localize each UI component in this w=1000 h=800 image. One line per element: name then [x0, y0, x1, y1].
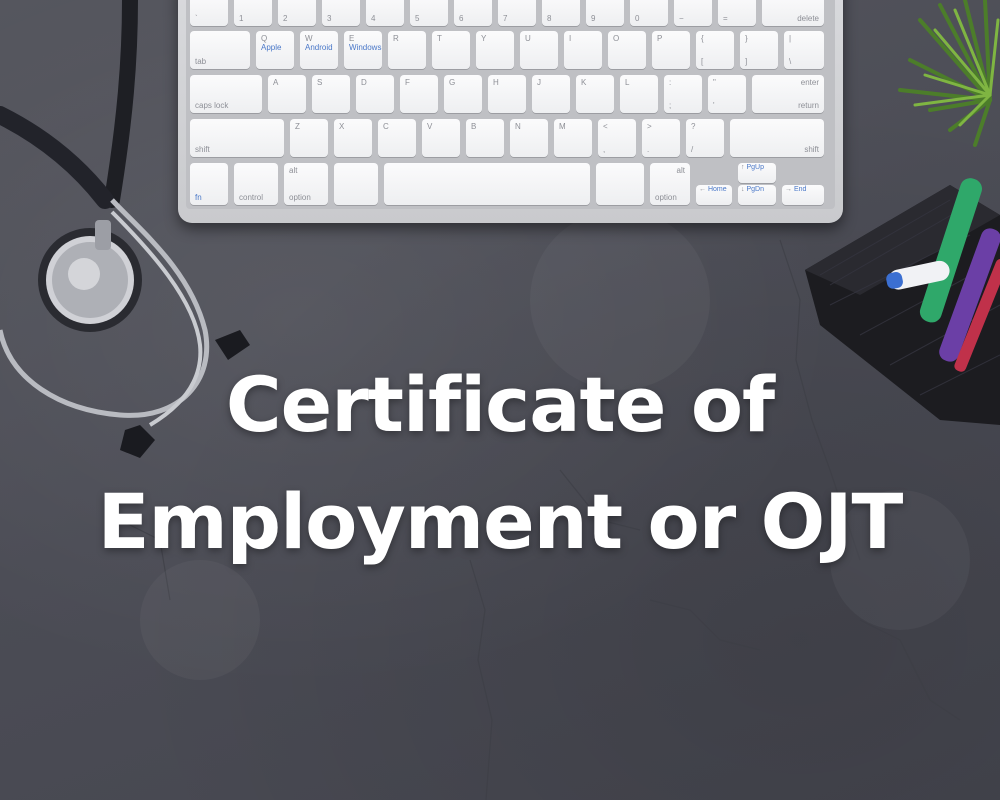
key-label: 7 [503, 14, 508, 23]
key-t [432, 31, 470, 69]
key-close-bracket [740, 31, 778, 69]
key-3 [322, 0, 360, 26]
key-minus [674, 0, 712, 26]
key-i [564, 31, 602, 69]
key-label: 9 [591, 14, 596, 23]
key-label: W [305, 34, 313, 43]
key-label: 5 [415, 14, 420, 23]
key-label: R [393, 34, 399, 43]
key-label: S [317, 78, 323, 87]
key-label: 1 [239, 14, 244, 23]
key-label: = [723, 14, 728, 23]
key-down-pgdn [738, 185, 776, 205]
key-control [234, 163, 278, 205]
key-sublabel: return [798, 101, 819, 110]
keyboard [178, 0, 843, 223]
key-k [576, 75, 614, 113]
key-label: V [427, 122, 433, 131]
key-label: D [361, 78, 367, 87]
key-b [466, 119, 504, 157]
key-j [532, 75, 570, 113]
key-l [620, 75, 658, 113]
key-backtick [190, 0, 228, 26]
key-delete [762, 0, 824, 26]
key-h [488, 75, 526, 113]
key-sublabel: option [289, 193, 311, 202]
key-sublabel: / [691, 145, 694, 154]
key-sublabel: ' [713, 101, 715, 110]
key-label: 8 [547, 14, 552, 23]
key-label: E [349, 34, 355, 43]
key-label: shift [804, 145, 819, 154]
key-d [356, 75, 394, 113]
key-m [554, 119, 592, 157]
key-label: Q [261, 34, 268, 43]
key-label: − [679, 14, 684, 23]
key-q [256, 31, 294, 69]
key-s [312, 75, 350, 113]
key-semicolon [664, 75, 702, 113]
key-option-left [284, 163, 328, 205]
key-e [344, 31, 382, 69]
key-o [608, 31, 646, 69]
key-sublabel: , [603, 145, 606, 154]
key-period [642, 119, 680, 157]
key-sublabel: [ [701, 57, 704, 66]
key-capslock [190, 75, 262, 113]
key-sublabel: . [647, 145, 650, 154]
key-label: ` [195, 14, 198, 23]
key-option-right [650, 163, 690, 205]
key-equals [718, 0, 756, 26]
key-sublabel: Apple [261, 43, 282, 52]
key-n [510, 119, 548, 157]
key-label: U [525, 34, 531, 43]
key-label: K [581, 78, 587, 87]
key-label: J [537, 78, 541, 87]
key-y [476, 31, 514, 69]
key-g [444, 75, 482, 113]
key-label: B [471, 122, 477, 131]
key-sublabel: option [655, 193, 677, 202]
key-6 [454, 0, 492, 26]
key-label: 0 [635, 14, 640, 23]
key-label: 2 [283, 14, 288, 23]
key-4 [366, 0, 404, 26]
key-label: A [273, 78, 279, 87]
key-enter [752, 75, 824, 113]
key-a [268, 75, 306, 113]
key-label: X [339, 122, 345, 131]
key-7 [498, 0, 536, 26]
key-label: " [713, 78, 716, 87]
key-label: 6 [459, 14, 464, 23]
key-p [652, 31, 690, 69]
key-label: | [789, 34, 792, 43]
key-left-home [696, 185, 732, 205]
key-c [378, 119, 416, 157]
key-8 [542, 0, 580, 26]
plant [880, 0, 1000, 150]
key-comma [598, 119, 636, 157]
key-label: L [625, 78, 630, 87]
key-sublabel: ; [669, 101, 672, 110]
key-command-left [334, 163, 378, 205]
key-label: enter [800, 78, 819, 87]
key-label: M [559, 122, 566, 131]
key-sublabel: Android [305, 43, 333, 52]
key-label: shift [195, 145, 210, 154]
key-u [520, 31, 558, 69]
key-label: G [449, 78, 456, 87]
key-sublabel: \ [789, 57, 792, 66]
key-label: N [515, 122, 521, 131]
key-x [334, 119, 372, 157]
title-line-1: Certificate of [225, 360, 775, 449]
key-label: delete [797, 14, 819, 23]
key-label: fn [195, 193, 202, 202]
key-label: T [437, 34, 442, 43]
key-label: tab [195, 57, 207, 66]
key-v [422, 119, 460, 157]
arrow-left-icon: ← [699, 186, 706, 193]
key-label: caps lock [195, 101, 229, 110]
key-label: 3 [327, 14, 332, 23]
key-up-pgup [738, 163, 776, 183]
key-slash [686, 119, 724, 157]
key-label: } [745, 34, 748, 43]
arrow-right-icon: → [785, 186, 792, 193]
key-0 [630, 0, 668, 26]
key-label: alt [676, 166, 685, 175]
key-label: O [613, 34, 620, 43]
key-label: < [603, 122, 608, 131]
key-z [290, 119, 328, 157]
key-label: Home [707, 186, 727, 193]
key-space [384, 163, 590, 205]
key-9 [586, 0, 624, 26]
key-r [388, 31, 426, 69]
key-fn [190, 163, 228, 205]
key-shift-right [730, 119, 824, 157]
key-label: C [383, 122, 389, 131]
key-label: P [657, 34, 663, 43]
key-label: { [701, 34, 704, 43]
key-label: Y [481, 34, 487, 43]
key-label: PgUp [746, 164, 764, 171]
key-shift-left [190, 119, 284, 157]
key-label: PgDn [746, 186, 764, 193]
key-command-right [596, 163, 644, 205]
key-w [300, 31, 338, 69]
arrow-up-icon: ↑ [741, 164, 745, 171]
key-open-bracket [696, 31, 734, 69]
key-f [400, 75, 438, 113]
key-quote [708, 75, 746, 113]
key-label: ? [691, 122, 696, 131]
key-label: End [793, 186, 807, 193]
key-label: I [569, 34, 572, 43]
title-line-2: Employment or OJT [97, 477, 903, 566]
key-label: : [669, 78, 672, 87]
key-label: F [405, 78, 410, 87]
key-label: 4 [371, 14, 376, 23]
key-backslash [784, 31, 824, 69]
key-label: control [239, 193, 264, 202]
key-label: H [493, 78, 499, 87]
key-2 [278, 0, 316, 26]
key-1 [234, 0, 272, 26]
key-label: > [647, 122, 652, 131]
key-label: alt [289, 166, 298, 175]
key-label: Z [295, 122, 300, 131]
key-sublabel: ] [745, 57, 748, 66]
arrow-down-icon: ↓ [741, 186, 745, 193]
key-tab [190, 31, 250, 69]
key-sublabel: Windows [349, 43, 382, 52]
key-5 [410, 0, 448, 26]
